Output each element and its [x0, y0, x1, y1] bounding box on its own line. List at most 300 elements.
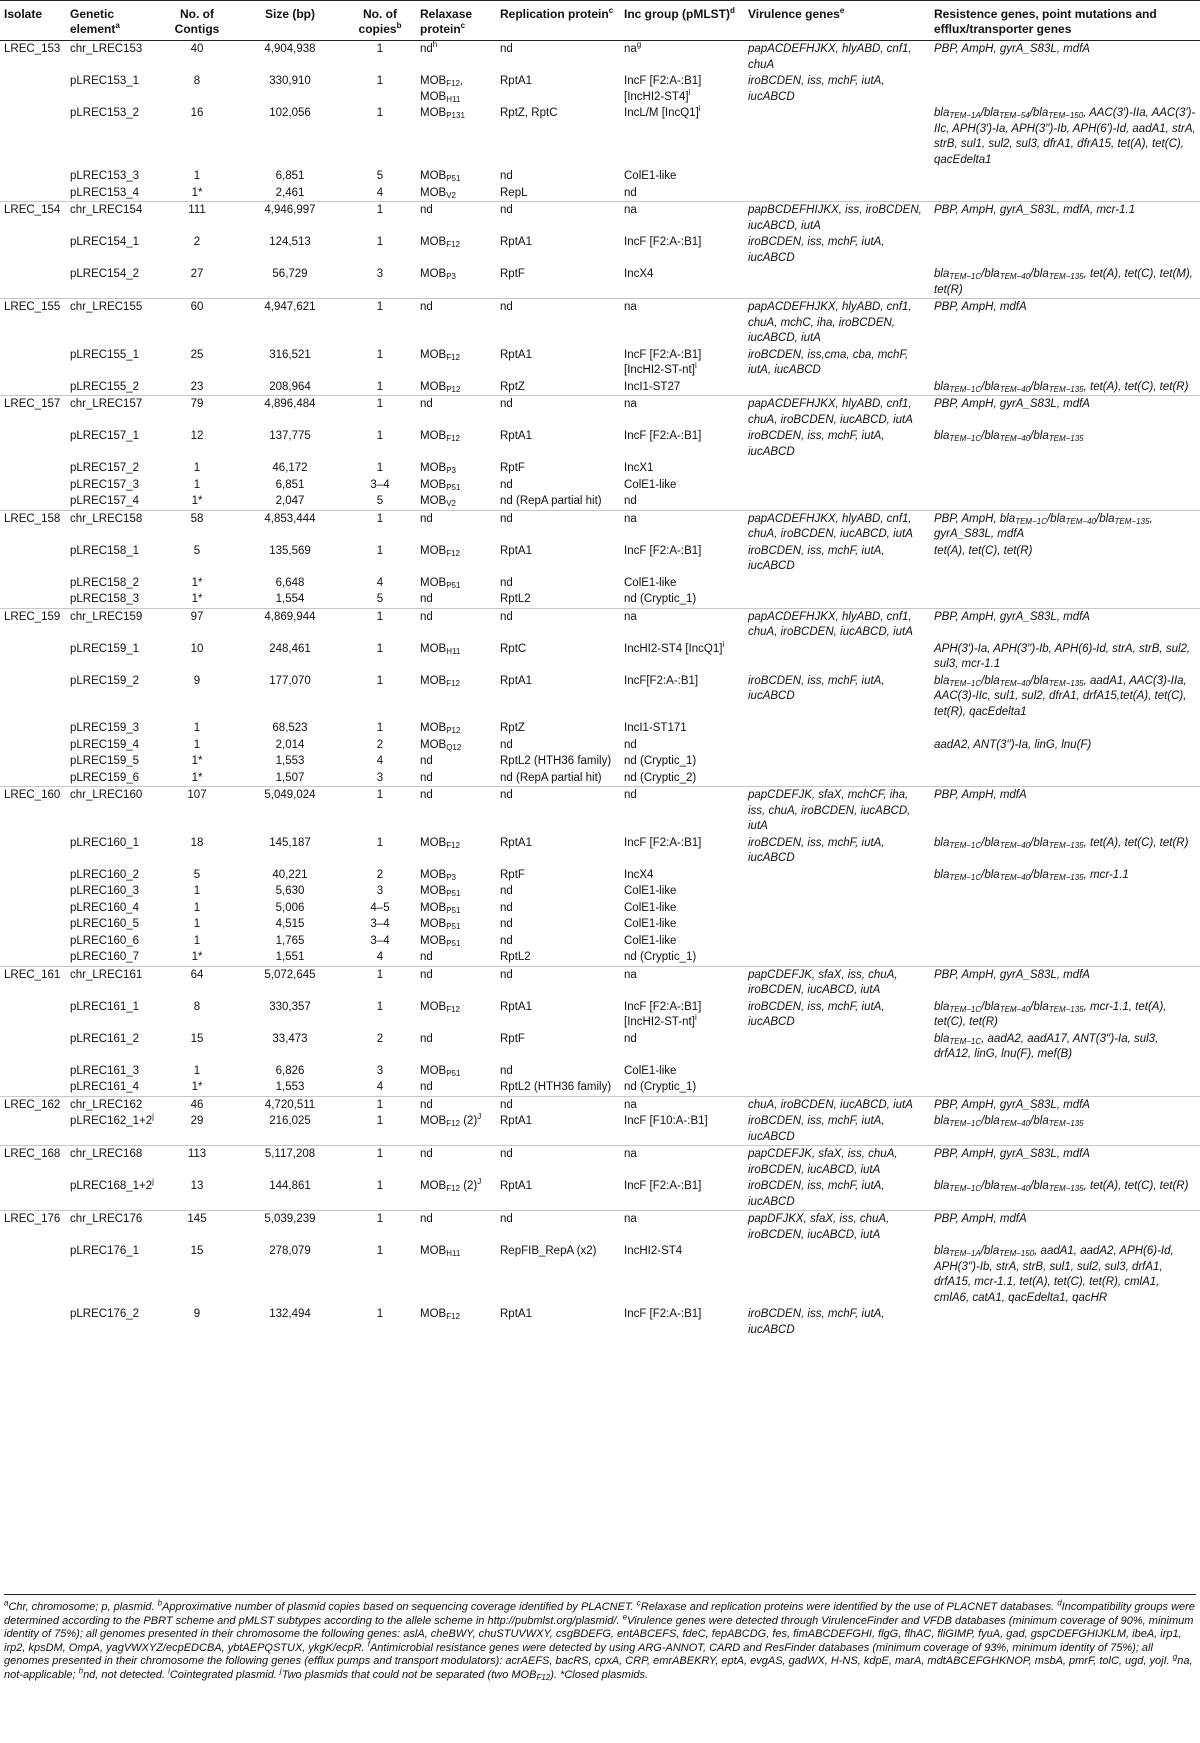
cell-virulence — [744, 770, 930, 787]
cell-contigs: 1 — [193, 934, 201, 947]
table-row — [0, 883, 1200, 900]
cell-genetic-element: pLREC176_1 — [70, 1245, 140, 1257]
cell-relaxase: nd — [420, 771, 433, 784]
table-row — [0, 1211, 1200, 1244]
table-row — [0, 347, 1200, 379]
cell-size: 1,554 — [275, 593, 305, 605]
cell-inc-group: nd — [624, 186, 637, 199]
cell-isolate — [0, 900, 66, 917]
cell-contigs: 1 — [193, 901, 201, 914]
cell-size: 1,553 — [275, 755, 305, 767]
table-row — [0, 720, 1200, 737]
cell-inc-group: IncL/M [IncQ1]$^i$ — [624, 104, 701, 119]
cell-size: 124,513 — [269, 236, 311, 248]
cell-contigs: 1 — [193, 918, 201, 930]
cell-size: 4,515 — [275, 918, 305, 930]
cell-replication: nd — [500, 170, 513, 182]
cell-size: 6,851 — [275, 170, 305, 182]
cell-virulence: iroBCDEN, iss, mchF, iutA, iucABCD — [748, 674, 885, 702]
cell-inc-group: na — [620, 1096, 744, 1113]
cell-resistance — [930, 770, 1200, 787]
cell-replication: RptA1 — [500, 236, 532, 248]
cell-inc-group: IncF [F10:A-:B1] — [624, 1115, 708, 1127]
cell-inc-group: IncF [F2:A-:B1] — [624, 1308, 702, 1320]
cell-isolate — [0, 428, 66, 460]
cell-contigs: 16 — [190, 107, 204, 119]
cell-relaxase: nd — [416, 1146, 496, 1179]
cell-size: 6,851 — [275, 478, 305, 491]
cell-genetic-element: chr_LREC154 — [66, 202, 158, 235]
cell-relaxase: nd — [416, 299, 496, 347]
cell-isolate — [0, 999, 66, 1031]
cell-inc-group: ColE1-like — [624, 918, 677, 930]
cell-inc-group: na — [620, 1211, 744, 1244]
table-row — [0, 1031, 1200, 1063]
cell-replication: nd — [496, 608, 620, 641]
table-row — [0, 966, 1200, 999]
cell-copies: 1 — [376, 722, 384, 734]
cell-genetic-element: pLREC155_1 — [70, 348, 140, 361]
cell-isolate: LREC_155 — [0, 299, 66, 347]
table-row — [0, 916, 1200, 933]
cell-contigs: 60 — [158, 299, 236, 347]
cell-replication: RptF — [500, 268, 525, 280]
cell-virulence — [744, 168, 930, 185]
cell-size: 2,014 — [275, 738, 305, 751]
cell-replication: RptA1 — [500, 1000, 532, 1013]
cell-relaxase: $MOB_{V2}$ — [420, 186, 456, 200]
table-row — [0, 900, 1200, 917]
cell-relaxase: $MOB_{F12}$ $(2)^J$ — [420, 1177, 482, 1193]
cell-copies: 1 — [376, 1180, 384, 1192]
cell-replication: RptA1 — [500, 348, 532, 361]
cell-resistance: PBP, AmpH, bla$_{TEM-1C}$/bla$_{TEM-40}$/bla$_{TEM-135}$, gyrA_S83L, mdfA — [930, 510, 1200, 543]
cell-size: 46,172 — [272, 462, 308, 474]
cell-resistance: PBP, AmpH, gyrA_S83L, mdfA — [930, 966, 1200, 999]
cell-virulence — [744, 460, 930, 477]
cell-copies: 1 — [376, 836, 384, 849]
header-row — [0, 1, 1200, 41]
cell-virulence — [744, 379, 930, 396]
cell-isolate — [0, 477, 66, 494]
cell-size: 5,049,024 — [236, 787, 344, 835]
table-row — [0, 575, 1200, 592]
cell-copies: 1 — [376, 107, 384, 119]
cell-genetic-element: pLREC160_7 — [70, 951, 140, 963]
cell-replication: nd — [496, 787, 620, 835]
cell-relaxase: $MOB_{P3}$ — [420, 868, 456, 882]
table-row — [0, 933, 1200, 950]
cell-replication: RptA1 — [500, 836, 532, 849]
cell-isolate — [0, 460, 66, 477]
cell-relaxase: nd — [420, 1032, 433, 1045]
cell-resistance: PBP, AmpH, gyrA_S83L, mdfA — [934, 43, 1090, 55]
cell-inc-group: IncF [F2:A-:B1][IncHI2-ST-nt]$^i$ — [624, 348, 702, 376]
cell-virulence — [744, 1079, 930, 1096]
cell-isolate — [0, 1031, 66, 1063]
cell-inc-group: ColE1-like — [624, 1064, 677, 1077]
cell-genetic-element: pLREC159_4 — [70, 738, 140, 751]
cell-copies: 1 — [376, 462, 384, 474]
cell-relaxase: $MOB_{P51}$ — [420, 918, 461, 931]
header-replication: Replication protein$^c$ — [500, 6, 614, 21]
cell-resistance: bla$_{TEM-1C}$/bla$_{TEM-40}$/bla$_{TEM-135}$, tet(A), tet(C), tet(R) — [934, 836, 1189, 850]
cell-resistance — [930, 949, 1200, 966]
cell-virulence — [744, 266, 930, 299]
cell-inc-group: na — [620, 608, 744, 641]
table-row — [0, 185, 1200, 202]
cell-resistance: PBP, AmpH, gyrA_S83L, mdfA, mcr-1.1 — [930, 202, 1200, 235]
cell-contigs: 40 — [190, 43, 204, 55]
cell-genetic-element: pLREC153_4 — [70, 186, 140, 199]
cell-contigs: 13 — [190, 1180, 204, 1192]
cell-resistance — [930, 234, 1200, 266]
cell-genetic-element: pLREC157_4 — [70, 495, 140, 507]
cell-relaxase: $MOB_{P131}$ — [420, 107, 465, 120]
cell-genetic-element: chr_LREC157 — [66, 396, 158, 429]
cell-virulence: iroBCDEN, iss, mchF, iutA, iucABCD — [748, 544, 885, 572]
cell-copies: 1 — [376, 430, 384, 442]
cell-size: 208,964 — [269, 380, 311, 393]
cell-isolate: LREC_161 — [0, 966, 66, 999]
cell-replication: RepL — [500, 186, 528, 199]
cell-size: 135,569 — [269, 544, 311, 557]
cell-copies: 1 — [344, 787, 416, 835]
cell-size: 248,461 — [269, 642, 311, 655]
cell-isolate — [0, 867, 66, 884]
cell-virulence — [744, 883, 930, 900]
cell-isolate — [0, 753, 66, 770]
cell-virulence — [744, 575, 930, 592]
cell-copies: 4 — [376, 576, 384, 589]
cell-copies: 1 — [376, 1308, 384, 1320]
cell-genetic-element: pLREC155_2 — [70, 380, 140, 393]
cell-isolate — [0, 720, 66, 737]
cell-copies: 1 — [344, 202, 416, 235]
cell-size: 5,117,208 — [236, 1146, 344, 1179]
cell-size: 132,494 — [269, 1308, 311, 1320]
cell-resistance — [930, 575, 1200, 592]
cell-genetic-element: pLREC160_3 — [70, 885, 140, 897]
table-row — [0, 234, 1200, 266]
cell-replication: RptL2 — [500, 951, 531, 963]
cell-relaxase: $MOB_{H11}$ — [420, 642, 461, 656]
cell-genetic-element: pLREC160_6 — [70, 934, 140, 947]
cell-size: 1,765 — [275, 934, 305, 947]
cell-virulence: papACDEFHJKX, hlyABD, cnf1, chuA, iroBCDEN, iucABCD, iutA — [744, 608, 930, 641]
cell-copies: 1 — [344, 1211, 416, 1244]
cell-resistance: bla$_{TEM-1C}$/bla$_{TEM-40}$/bla$_{TEM-135}$, aadA1, AAC(3)-IIa, AAC(3)-IIc, sul1, sul2, dfrA1, drfA15,tet(A), tet(C), tet(R), qacEdelta1 — [934, 674, 1187, 718]
cell-relaxase: $MOB_{Q12}$ — [420, 738, 462, 752]
cell-inc-group: IncF [F2:A-:B1] — [624, 836, 702, 849]
table-row — [0, 1096, 1200, 1113]
cell-replication: nd — [496, 966, 620, 999]
cell-relaxase: $nd^h$ — [420, 40, 438, 55]
cell-resistance: bla$_{TEM-1C}$/bla$_{TEM-40}$/bla$_{TEM-135}$, mcr-1.1, tet(A), tet(C), tet(R) — [934, 1000, 1167, 1028]
cell-isolate: LREC_159 — [0, 608, 66, 641]
table-row — [0, 510, 1200, 543]
cell-virulence: papDFJKX, sfaX, iss, chuA, iroBCDEN, iucABCD, iutA — [744, 1211, 930, 1244]
cell-isolate — [0, 883, 66, 900]
cell-relaxase: $MOB_{H11}$ — [420, 1245, 461, 1258]
cell-genetic-element: pLREC158_2 — [70, 576, 140, 589]
cell-replication: nd (RepA partial hit) — [500, 495, 602, 507]
table-row — [0, 477, 1200, 494]
table-row — [0, 41, 1200, 74]
cell-replication: RptZ — [500, 380, 525, 393]
cell-copies: 1 — [344, 966, 416, 999]
cell-isolate — [0, 591, 66, 608]
table-row — [0, 753, 1200, 770]
cell-virulence: papCDEFJK, sfaX, iss, chuA, iroBCDEN, iucABCD, iutA — [744, 966, 930, 999]
cell-genetic-element: chr_LREC176 — [66, 1211, 158, 1244]
cell-inc-group: IncF [F2:A-:B1] — [624, 1180, 702, 1192]
cell-contigs: 9 — [193, 674, 201, 687]
cell-genetic-element: chr_LREC168 — [66, 1146, 158, 1179]
cell-inc-group: ColE1-like — [624, 170, 677, 182]
table-row — [0, 737, 1200, 754]
cell-inc-group: na — [620, 966, 744, 999]
cell-relaxase: nd — [416, 966, 496, 999]
cell-isolate — [0, 347, 66, 379]
cell-isolate: LREC_158 — [0, 510, 66, 543]
cell-copies: 3 — [376, 268, 384, 280]
cell-virulence — [744, 867, 930, 884]
cell-resistance: PBP, AmpH, gyrA_S83L, mdfA — [930, 1096, 1200, 1113]
cell-virulence — [744, 1031, 930, 1063]
cell-size: 5,630 — [275, 885, 305, 897]
cell-inc-group: IncX1 — [624, 462, 654, 474]
cell-size: 4,946,997 — [236, 202, 344, 235]
cell-replication: nd — [496, 510, 620, 543]
cell-resistance — [930, 493, 1200, 510]
cell-size: 2,461 — [275, 186, 305, 199]
cell-virulence: papACDEFHJKX, hlyABD, cnf1, chuA, mchC, iha, iroBCDEN, iucABCD, iutA — [744, 299, 930, 347]
cell-copies: 1 — [376, 236, 384, 248]
cell-contigs: 1 — [193, 722, 201, 734]
cell-replication: nd — [496, 396, 620, 429]
cell-resistance — [930, 883, 1200, 900]
cell-inc-group: IncHI2-ST4 [IncQ1]$^i$ — [624, 639, 725, 655]
cell-genetic-element: pLREC161_4 — [70, 1081, 140, 1093]
cell-contigs: 1 — [193, 885, 201, 897]
cell-relaxase: nd — [416, 1211, 496, 1244]
cell-resistance — [930, 347, 1200, 379]
cell-virulence — [744, 1243, 930, 1306]
cell-contigs: 10 — [190, 642, 204, 655]
cell-relaxase: $MOB_{F12}$ $(2)^J$ — [420, 1112, 482, 1128]
cell-size: 278,079 — [269, 1245, 311, 1257]
cell-relaxase: $MOB_{P51}$ — [420, 576, 461, 590]
cell-inc-group: ColE1-like — [624, 934, 677, 947]
table-row — [0, 835, 1200, 867]
cell-isolate — [0, 1063, 66, 1080]
cell-inc-group: nd (Cryptic_1) — [624, 951, 697, 963]
cell-inc-group: nd — [620, 787, 744, 835]
cell-relaxase: $MOB_{P51}$ — [420, 901, 461, 915]
cell-virulence — [744, 753, 930, 770]
cell-resistance — [930, 1063, 1200, 1080]
table-row — [0, 299, 1200, 347]
cell-genetic-element: $pLREC168\_1+2^j$ — [70, 1177, 154, 1192]
cell-replication: RptL2 — [500, 593, 531, 605]
cell-replication: RptL2 (HTH36 family) — [500, 1081, 612, 1093]
table-row — [0, 591, 1200, 608]
header-inc-group: Inc group (pMLST)$^d$ — [624, 6, 735, 21]
cell-inc-group: nd (Cryptic_2) — [624, 771, 697, 784]
cell-inc-group: nd — [624, 738, 637, 751]
cell-resistance — [930, 73, 1200, 105]
cell-resistance — [930, 1306, 1200, 1338]
cell-genetic-element: pLREC159_3 — [70, 722, 140, 734]
cell-virulence — [744, 737, 930, 754]
cell-replication: nd — [500, 901, 513, 914]
cell-size: 1,507 — [275, 771, 305, 784]
cell-genetic-element: chr_LREC160 — [66, 787, 158, 835]
cell-copies: 3–4 — [370, 918, 390, 930]
cell-relaxase: $MOB_{F12}$ — [420, 1308, 460, 1321]
cell-contigs: 113 — [158, 1146, 236, 1179]
cell-contigs: 5 — [193, 868, 201, 881]
cell-virulence — [744, 916, 930, 933]
cell-isolate — [0, 1306, 66, 1338]
table-row — [0, 1243, 1200, 1306]
cell-copies: 1 — [376, 1000, 384, 1013]
cell-inc-group: IncF [F2:A-:B1][IncHI2-ST4]$^i$ — [624, 75, 702, 103]
cell-replication: nd — [496, 1096, 620, 1113]
cell-inc-group: IncF [F2:A-:B1][IncHI2-ST-nt]$^i$ — [624, 1000, 702, 1028]
cell-contigs: 1 — [193, 1064, 201, 1077]
cell-replication: nd — [500, 43, 513, 55]
table-row — [0, 1178, 1200, 1211]
cell-contigs: 25 — [190, 348, 204, 361]
cell-size: 1,551 — [275, 951, 305, 963]
cell-isolate — [0, 770, 66, 787]
table-footnotes: $^a$Chr, chromosome; p, plasmid. $^b$Approximative number of plasmid copies based on sequencing coverage identified by PLACNET. $^c$Relaxase and replication proteins were identified by the use of PLACNET databases. $^d$Incompatibility groups were determined according to the PBRT scheme and pMLST subtypes according to the allele scheme in http://pubmlst.org/plasmid/. $^e$Virulence genes were detected through VirulenceFinder and VFDB databases (minimum coverage of 90%, minimum identity of 75%); all genomes presented in their chromosome the following genes: aslA, cheBWY, chuSTUVWXY, csgBDEFG, entABCEFS, fdeC, fepABCDG, fes, fimABCDEFGHI, flgG, flhAC, fliGIMP, fyuA, gad, gspCDEFGHIJKLM, ibeA, irp1, irp2, kpsDM, OmpA, yagVWXYZ/ecpEDCBA, ybtAEPQSTUX, ykgK/ecpR. $^f$Antimicrobial resistance genes were detected by using ARG-ANNOT, CARD and ResFinder databases (minimum coverage of 93%, minimum identity of 75%); all genomes presented in their chromosome the following genes (efflux pumps and transport modulators): acrAEFS, bacRS, cpxA, CRP, emrABEKRY, eptA, evgAS, gadWX, H-NS, kdpE, marA, mdtABCEFGHKNOP, msbA, pmrF, tolC, ugd, yojI. $^g$na, not-applicable; $^h$nd, not detected. $^i$Cointegrated plasmid. $^j$Two plasmids that could not be separated (two $MOB_{F12}$). *Closed plasmids. — [4, 1594, 1196, 1683]
cell-replication: RptA1 — [500, 75, 532, 87]
cell-genetic-element: pLREC154_1 — [70, 236, 140, 248]
table-row — [0, 105, 1200, 168]
cell-genetic-element: chr_LREC153 — [70, 43, 143, 55]
cell-virulence — [744, 900, 930, 917]
cell-relaxase: $MOB_{V2}$ — [420, 495, 456, 508]
cell-replication: RptA1 — [500, 544, 532, 557]
cell-resistance: PBP, AmpH, mdfA — [930, 1211, 1200, 1244]
cell-virulence: iroBCDEN, iss, mchF, iutA, iucABCD — [748, 836, 885, 864]
cell-isolate — [0, 493, 66, 510]
cell-isolate — [0, 1113, 66, 1146]
cell-relaxase: nd — [416, 396, 496, 429]
cell-virulence — [744, 933, 930, 950]
cell-genetic-element: pLREC158_1 — [70, 544, 140, 557]
cell-isolate: LREC_154 — [0, 202, 66, 235]
cell-virulence: iroBCDEN, iss, mchF, iutA, iucABCD — [748, 1115, 885, 1143]
header-resistance: Resistence genes, point mutations and efflux/transporter genes — [934, 7, 1157, 36]
cell-resistance: bla$_{TEM-1C}$/bla$_{TEM-40}$/bla$_{TEM-135}$, tet(A), tet(C), tet(R) — [934, 380, 1189, 394]
cell-resistance — [930, 720, 1200, 737]
cell-copies: 1 — [344, 510, 416, 543]
cell-virulence: iroBCDEN, iss, mchF, iutA, iucABCD — [748, 75, 885, 103]
cell-genetic-element: pLREC158_3 — [70, 593, 140, 605]
cell-relaxase: nd — [420, 755, 433, 767]
cell-virulence — [744, 493, 930, 510]
cell-size: 33,473 — [272, 1032, 308, 1045]
cell-genetic-element: chr_LREC155 — [66, 299, 158, 347]
cell-size: 4,896,484 — [236, 396, 344, 429]
cell-copies: 1 — [344, 1096, 416, 1113]
cell-virulence: papCDEFJK, sfaX, iss, chuA, iroBCDEN, iucABCD, iutA — [744, 1146, 930, 1179]
cell-genetic-element: pLREC159_5 — [70, 755, 140, 767]
cell-replication: RptA1 — [500, 674, 532, 687]
header-isolate: Isolate — [4, 7, 43, 21]
cell-isolate — [0, 379, 66, 396]
cell-copies: 4 — [376, 755, 384, 767]
cell-contigs: 46 — [158, 1096, 236, 1113]
cell-resistance: bla$_{TEM-1C}$/bla$_{TEM-40}$/bla$_{TEM-135}$, mcr-1.1 — [934, 868, 1129, 882]
cell-virulence — [744, 591, 930, 608]
cell-inc-group: na — [620, 510, 744, 543]
cell-resistance: tet(A), tet(C), tet(R) — [934, 544, 1033, 557]
cell-replication: RptF — [500, 462, 525, 474]
cell-isolate — [0, 916, 66, 933]
cell-size: 6,648 — [275, 576, 305, 589]
cell-genetic-element: pLREC160_1 — [70, 836, 140, 849]
table-row — [0, 608, 1200, 641]
table-row — [0, 787, 1200, 835]
cell-isolate — [0, 73, 66, 105]
cell-virulence — [744, 720, 930, 737]
cell-inc-group: na — [620, 1146, 744, 1179]
cell-replication: RptF — [500, 1032, 525, 1045]
cell-virulence: iroBCDEN, iss, mchF, iutA, iucABCD — [748, 1180, 885, 1208]
cell-size: 330,910 — [269, 75, 311, 87]
cell-isolate — [0, 543, 66, 575]
cell-virulence: iroBCDEN, iss, mchF, iutA, iucABCD — [748, 1308, 885, 1336]
cell-genetic-element: chr_LREC162 — [66, 1096, 158, 1113]
cell-copies: 2 — [376, 1032, 384, 1045]
cell-inc-group: IncF [F2:A-:B1] — [624, 236, 702, 248]
cell-resistance: PBP, AmpH, mdfA — [930, 299, 1200, 347]
cell-genetic-element: $pLREC162\_1+2^j$ — [70, 1112, 154, 1127]
cell-resistance: bla$_{TEM-1C}$/bla$_{TEM-40}$/bla$_{TEM-135}$, tet(A), tet(C), tet(R) — [934, 1180, 1189, 1193]
cell-isolate: LREC_160 — [0, 787, 66, 835]
cell-contigs: 64 — [158, 966, 236, 999]
cell-relaxase: $MOB_{P51}$ — [420, 885, 461, 898]
cell-replication: RptZ — [500, 722, 525, 734]
cell-contigs: 1* — [191, 1081, 203, 1093]
cell-replication: nd (RepA partial hit) — [500, 771, 602, 784]
cell-resistance — [930, 185, 1200, 202]
cell-contigs: 1 — [193, 478, 201, 491]
cell-isolate — [0, 234, 66, 266]
cell-resistance — [930, 460, 1200, 477]
table-row — [0, 202, 1200, 235]
cell-isolate — [0, 949, 66, 966]
cell-genetic-element: pLREC159_2 — [70, 674, 140, 687]
cell-isolate — [0, 185, 66, 202]
cell-contigs: 111 — [158, 202, 236, 235]
cell-replication: RptA1 — [500, 430, 532, 442]
cell-genetic-element: pLREC157_3 — [70, 478, 140, 491]
header-genetic-element: Genetic element$^a$ — [70, 7, 120, 36]
cell-inc-group: na — [620, 299, 744, 347]
cell-inc-group: IncI1-ST27 — [624, 380, 681, 393]
cell-genetic-element: chr_LREC161 — [66, 966, 158, 999]
cell-contigs: 15 — [190, 1032, 204, 1045]
cell-relaxase: $MOB_{F12}$ — [420, 836, 460, 850]
cell-size: 145,187 — [269, 836, 311, 849]
cell-size: 2,047 — [275, 495, 305, 507]
